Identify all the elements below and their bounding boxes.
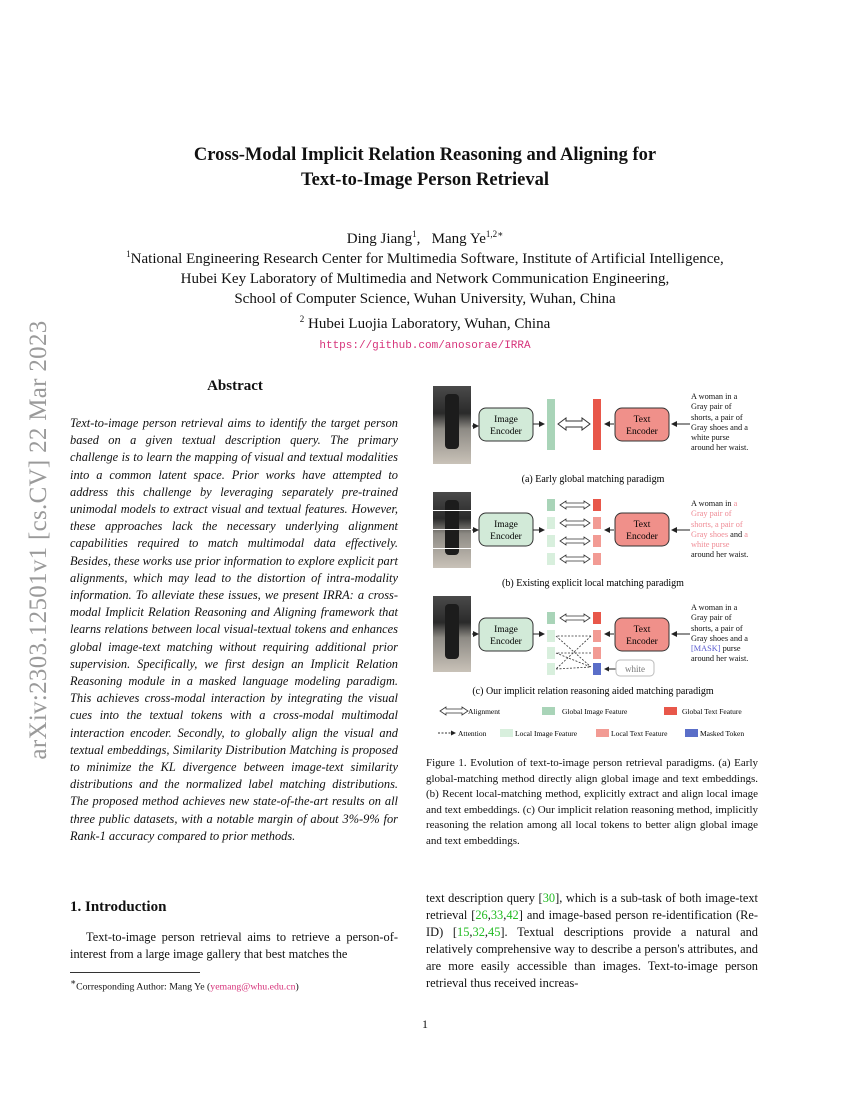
cite-42[interactable]: 42 [506, 908, 519, 922]
mask-token-text: [MASK] [691, 644, 721, 654]
white-token-label: white [625, 664, 645, 674]
local-image-token-b2 [547, 535, 555, 547]
cite-15[interactable]: 15 [457, 925, 470, 939]
affil-2: Hubei Key Laboratory of Multimedia and Network Communication Engineering, [180, 271, 670, 287]
legend-masked: Masked Token [700, 729, 745, 738]
intro-paragraph: Text-to-image person retrieval aims to retrieve a person-of-interest from a large image gallery that best matches the [70, 930, 398, 961]
legend-alignment-icon [440, 707, 468, 715]
description-b [691, 499, 761, 561]
local-text-token-b3 [593, 553, 601, 565]
desc-b-highlight: a [733, 499, 738, 508]
local-image-token-b1 [547, 517, 555, 529]
legend-masked-swatch [685, 729, 698, 737]
text-encoder-b-label: Text [633, 520, 651, 530]
desc-b-highlight: shorts, a pair of [691, 519, 743, 529]
desc-a-line: Gray shoes and a [691, 422, 748, 432]
text-encoder-b-label-2: Encoder [626, 532, 658, 542]
desc-c-line: purse [720, 644, 741, 654]
text-encoder-c-label: Text [633, 625, 651, 635]
col2-text-c: ] and image-based person re-identification (Re-ID) [ [426, 908, 759, 939]
paper-title [0, 143, 850, 193]
image-encoder-c-label-2: Encoder [490, 637, 522, 647]
github-link[interactable]: https://github.com/anosorae/IRRA [319, 340, 531, 352]
affil-4-sup: 2 [299, 314, 305, 324]
affil-4: Hubei Luojia Laboratory, Wuhan, China [304, 316, 551, 332]
desc-a-line: white purse [691, 433, 730, 443]
affil-3: School of Computer Science, Wuhan University, Wuhan, China [234, 291, 616, 307]
desc-c-line: Gray pair of [691, 613, 732, 623]
description-a [691, 392, 761, 454]
legend-global-image: Global Image Feature [562, 707, 628, 716]
author-1: Ding Jiang [346, 231, 413, 247]
text-encoder-a-label-2: Encoder [626, 427, 658, 437]
alignment-arrow-b1 [560, 501, 590, 509]
desc-c-line: Gray shoes and a [691, 633, 748, 643]
image-encoder-c-label: Image [494, 625, 518, 635]
desc-b-highlight: a [744, 529, 748, 539]
attention-line-3 [556, 667, 591, 669]
desc-b-highlight: white purse [691, 540, 730, 550]
author-1-sup: 1 [412, 229, 417, 239]
desc-b-text: around her waist. [691, 550, 749, 560]
local-image-token-c3 [547, 663, 555, 675]
global-image-feature-a [547, 399, 555, 450]
text-encoder-a-label: Text [633, 415, 651, 425]
local-text-token-b2 [593, 535, 601, 547]
legend-global-text: Global Text Feature [682, 707, 742, 716]
intro-column-2: text description query [30], which is a sub-task of both image-text retrieval [26,33,42] and image-based person re-identification (Re-ID) [15,32,45]. Textual descriptions provide a natural and relatively comprehensive way to describe a person's attributes, and are more easily accessible than images. Text-to-image person retrieval thus received increas- [426, 891, 759, 990]
desc-c-line: A woman in a [691, 603, 738, 612]
legend-attention: Attention [458, 729, 487, 738]
desc-c-line: shorts, a pair of [691, 623, 743, 633]
desc-a-line: around her waist. [691, 443, 749, 453]
alignment-arrow-b2 [560, 519, 590, 527]
affil-1: National Engineering Research Center for Multimedia Software, Institute of Artificial Intelligence, [130, 251, 724, 267]
abstract-text: Text-to-image person retrieval aims to identify the target person based on a given textual description query. The primary challenge is to learn the mapping of visual and textual modalities into a common latent space. Prior works have attempted to address this challenge by leveraging separately pre-trained unimodal models to extract visual and textual features. However, these approaches lack the necessary underlying alignment capabilities required to match multimodal data effectively. Besides, these works use prior information to explore explicit part alignments, which may lead to the distortion of intra-modality information. To alleviate these issues, we present IRRA: a cross-modal Implicit Relation Reasoning and Aligning framework that learns relations between local visual-textual tokens and enhances global image-text matching without requiring additional prior supervision. Specifically, we first design an Implicit Relation Reasoning module in a masked language modeling paradigm. This achieves cross-modal interaction by integrating the visual cues into the textual tokens with a cross-modal multimodal interaction encoder. Secondly, to globally align the visual and textual embeddings, Similarity Distribution Matching is proposed to minimize the KL divergence between image-text similarity distributions and the normalized label matching distributions. The proposed method achieves new state-of-the-art results on all three public datasets, with a notable margin of about 3%-9% for Rank-1 accuracy compared to prior methods. [70, 416, 398, 843]
author-2-sup: 1,2∗ [485, 229, 504, 239]
cite-32[interactable]: 32 [472, 925, 485, 939]
alignment-arrow-b3 [560, 537, 590, 545]
col2-text-a: text description query [ [426, 891, 543, 905]
affiliations [0, 244, 850, 356]
desc-b-text: A woman in [691, 499, 734, 508]
footnote [70, 977, 299, 992]
legend-local-text-swatch [596, 729, 609, 737]
abstract-heading: Abstract [207, 378, 263, 394]
local-image-token-c1 [547, 630, 555, 642]
cite-26[interactable]: 26 [475, 908, 488, 922]
alignment-arrow-c [560, 614, 590, 622]
arxiv-sidebar [22, 290, 56, 790]
footnote-close: ) [295, 981, 299, 993]
figure-1 [428, 382, 758, 742]
cite-45[interactable]: 45 [488, 925, 501, 939]
desc-c-line: around her waist. [691, 654, 749, 664]
local-text-token-c2 [593, 647, 601, 659]
intro-heading: 1. Introduction [70, 899, 167, 915]
text-encoder-c-label-2: Encoder [626, 637, 658, 647]
global-text-token-b [593, 499, 601, 511]
desc-b-text: and [728, 529, 745, 539]
author-2: Mang Ye [431, 231, 486, 247]
legend-local-image: Local Image Feature [515, 729, 578, 738]
attention-line-2 [556, 653, 591, 667]
description-c [691, 603, 761, 665]
global-image-token-c [547, 612, 555, 624]
local-image-token-b3 [547, 553, 555, 565]
local-text-token-b1 [593, 517, 601, 529]
footnote-mark: ∗ [70, 977, 77, 987]
subcaption-a: (a) Early global matching paradigm [521, 474, 665, 485]
col2-text-b: ], which is a sub-task of both image-text retrieval [ [426, 891, 758, 922]
legend-alignment: Alignment [468, 707, 501, 716]
image-encoder-a-label: Image [494, 415, 518, 425]
title-line-2: Text-to-Image Person Retrieval [301, 170, 549, 190]
image-encoder-a-label-2: Encoder [490, 427, 522, 437]
legend-local-image-swatch [500, 729, 513, 737]
image-encoder-b-label-2: Encoder [490, 532, 522, 542]
footnote-rule [70, 972, 200, 973]
subcaption-c: (c) Our implicit relation reasoning aided matching paradigm [472, 686, 714, 697]
masked-token-c [593, 663, 601, 675]
desc-b-highlight: Gray shoes [691, 529, 729, 539]
local-image-token-c2 [547, 647, 555, 659]
col2-text-d: ]. Textual descriptions provide a natural and relatively comprehensive way to describe a person's attributes, and are more easily accessible than images. Text-to-image person retrieval thus received increas- [426, 925, 758, 990]
legend-local-text: Local Text Feature [611, 729, 668, 738]
title-line-1: Cross-Modal Implicit Relation Reasoning and Aligning for [193, 145, 657, 165]
legend-global-image-swatch [542, 707, 555, 715]
global-text-feature-a [593, 399, 601, 450]
global-image-token-b [547, 499, 555, 511]
legend-global-text-swatch [664, 707, 677, 715]
arxiv-id: arXiv:2303.12501v1 [cs.CV] 22 Mar 2023 [25, 320, 52, 760]
cite-33[interactable]: 33 [490, 908, 504, 922]
desc-b-highlight: Gray pair of [691, 509, 732, 519]
email-link[interactable]: yemang@whu.edu.cn [210, 981, 296, 993]
subcaption-b: (b) Existing explicit local matching paradigm [502, 578, 684, 589]
figure-caption: Figure 1. Evolution of text-to-image person retrieval paradigms. (a) Early global-matching method directly align global image and text embeddings. (b) Recent local-matching method, explicitly extract and align local image and text embeddings. (c) Our implicit relation reasoning method, implicitly reasoning the relation among all local tokens to better align global image and text embeddings. [426, 757, 758, 847]
global-text-token-c [593, 612, 601, 624]
alignment-arrow-a [558, 418, 590, 430]
desc-a-line: Gray pair of [691, 402, 732, 412]
footnote-text: Corresponding Author: Mang Ye ( [76, 981, 211, 993]
cite-30[interactable]: 30 [542, 891, 556, 905]
desc-a-line: shorts, a pair of [691, 412, 743, 422]
desc-a-line: A woman in a [691, 392, 738, 401]
image-encoder-b-label: Image [494, 520, 518, 530]
authors: Ding Jiang$^1$, Mang $Ye^{1,2∗}$ [346, 229, 504, 247]
page-number: 1 [422, 1017, 428, 1031]
affil-1-sup: 1 [126, 249, 131, 259]
alignment-arrow-b4 [560, 555, 590, 563]
local-text-token-c1 [593, 630, 601, 642]
